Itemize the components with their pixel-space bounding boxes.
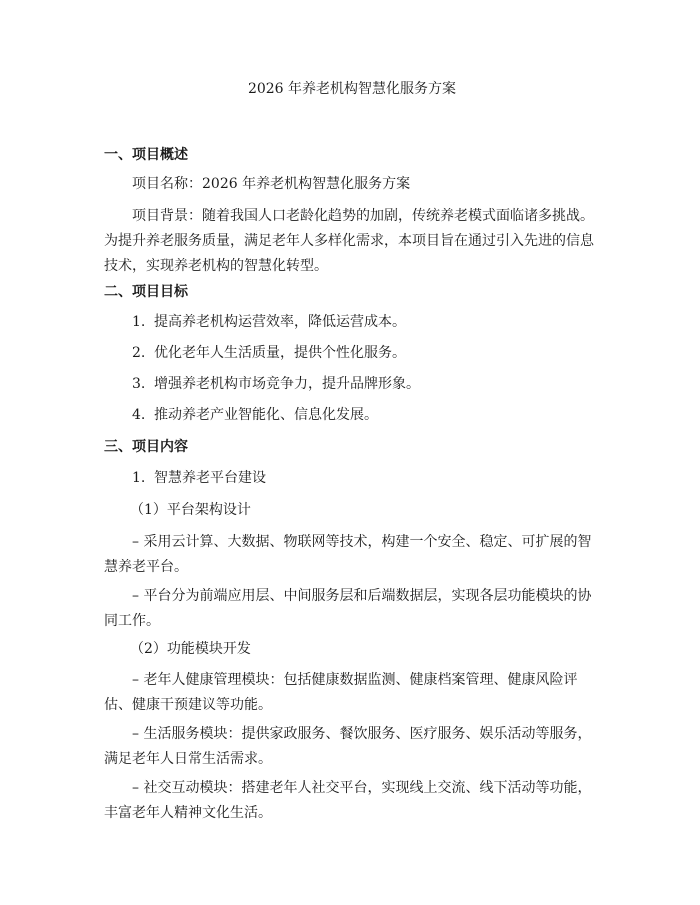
- goal-item-1: [132, 311, 406, 333]
- section-heading-goals: 二、项目目标: [104, 284, 188, 300]
- goal-item-2: [132, 342, 406, 364]
- subheading-module-development: （2）功能模块开发: [130, 641, 251, 657]
- module-point-life-service: – 生活服务模块：提供家政服务、餐饮服务、医疗服务、娱乐活动等服务，满足老年人日常生活需求。: [104, 726, 592, 767]
- content-item-1: [132, 467, 266, 489]
- goal-text: 提高养老机构运营效率，降低运营成本。: [154, 314, 406, 330]
- goal-text: 优化老年人生活质量，提供个性化服务。: [154, 345, 406, 361]
- module-point-health: – 老年人健康管理模块：包括健康数据监测、健康档案管理、健康风险评估、健康干预建议等功能。: [104, 672, 578, 713]
- goal-number: 2.: [132, 345, 146, 361]
- goal-text: 增强养老机构市场竞争力，提升品牌形象。: [154, 376, 420, 392]
- goal-item-4: [132, 404, 378, 426]
- section-heading-overview: 一、项目概述: [104, 147, 188, 163]
- goal-number: 1.: [132, 314, 146, 330]
- section-heading-content: 三、项目内容: [104, 439, 188, 455]
- architecture-point-2: – 平台分为前端应用层、中间服务层和后端数据层，实现各层功能模块的协同工作。: [104, 588, 592, 629]
- subheading-platform-architecture: （1）平台架构设计: [130, 502, 251, 518]
- module-point-social: – 社交互动模块：搭建老年人社交平台，实现线上交流、线下活动等功能，丰富老年人精神文化生活。: [104, 780, 592, 821]
- goal-text: 推动养老产业智能化、信息化发展。: [154, 407, 378, 423]
- project-name-paragraph: 项目名称：2026 年养老机构智慧化服务方案: [132, 176, 411, 192]
- project-background-paragraph: 项目背景：随着我国人口老龄化趋势的加剧，传统养老模式面临诸多挑战。为提升养老服务质量，满足老年人多样化需求，本项目旨在通过引入先进的信息技术，实现养老机构的智慧化转型。: [104, 208, 594, 274]
- architecture-point-1: – 采用云计算、大数据、物联网等技术，构建一个安全、稳定、可扩展的智慧养老平台。: [104, 534, 592, 575]
- document-title: 2026 年养老机构智慧化服务方案: [247, 81, 457, 97]
- content-item-number: 1.: [132, 470, 146, 486]
- goal-item-3: [132, 373, 420, 395]
- goal-number: 4.: [132, 407, 146, 423]
- goal-number: 3.: [132, 376, 146, 392]
- content-item-text: 智慧养老平台建设: [154, 470, 266, 486]
